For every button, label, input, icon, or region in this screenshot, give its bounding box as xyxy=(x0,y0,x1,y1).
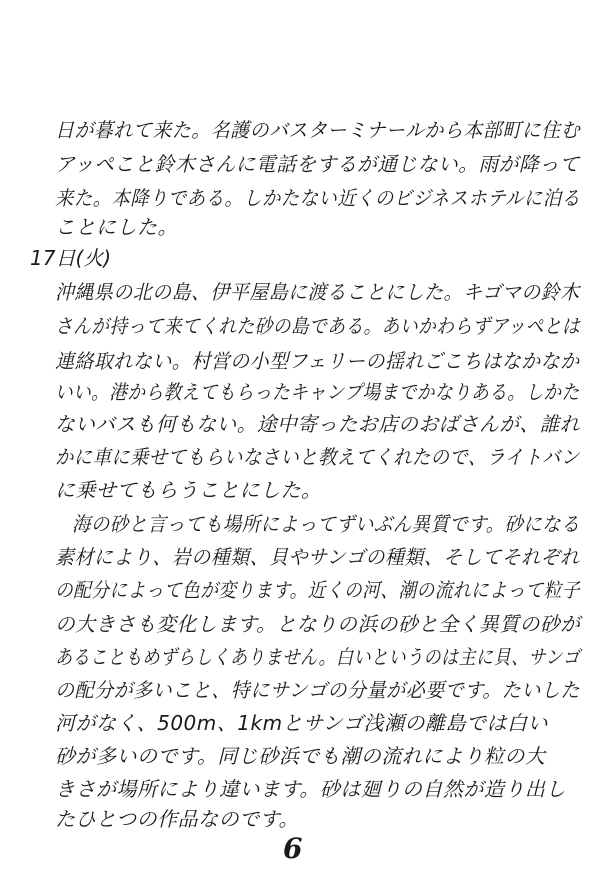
date-heading: 17日(火) xyxy=(30,246,112,270)
text-line: いい。港から教えてもらったキャンプ場までかなりある。しかた xyxy=(55,380,580,404)
text-line: たひとつの作品なのです。 xyxy=(55,807,299,831)
text-line: の配分によって色が変ります。近くの河、潮の流れによって粒子 xyxy=(55,578,580,602)
text-line: 連絡取れない。村営の小型フェリーの揺れごこちはなかなか xyxy=(55,349,580,373)
page-number: 6 xyxy=(283,832,303,865)
text-line: に乗せてもらうことにした。 xyxy=(55,478,322,502)
text-line: 日が暮れて来た。名護のバスターミナールから本部町に住む xyxy=(55,118,581,142)
text-line: 河がなく、500m、1kmとサンゴ浅瀬の離島では白い xyxy=(55,711,549,735)
text-line: きさが場所により違います。砂は廻りの自然が造り出し xyxy=(55,777,566,801)
text-line: 海の砂と言っても場所によってずいぶん異質です。砂になる xyxy=(72,512,580,536)
text-line: さんが持って来てくれた砂の島である。あいかわらずアッペとは xyxy=(55,314,581,338)
text-line: ことにした。 xyxy=(55,215,178,239)
text-line: ないバスも何もない。途中寄ったお店のおばさんが、誰れ xyxy=(55,412,581,436)
text-line: の配分が多いこと、特にサンゴの分量が必要です。たいした xyxy=(55,678,580,702)
text-line: 来た。本降りである。しかたない近くのビジネスホテルに泊る xyxy=(55,186,581,210)
text-line: 素材により、岩の種類、貝やサンゴの種類、そしてそれぞれ xyxy=(55,545,580,569)
text-line: 沖縄県の北の島、伊平屋島に渡ることにした。キゴマの鈴木 xyxy=(55,280,580,304)
text-line: の大きさも変化します。となりの浜の砂と全く異質の砂が xyxy=(55,612,581,636)
text-line: 砂が多いのです。同じ砂浜でも潮の流れにより粒の大 xyxy=(55,744,546,768)
text-line: あることもめずらしくありません。白いというのは主に貝、サンゴ xyxy=(55,645,581,669)
text-line: かに車に乗せてもらいなさいと教えてくれたので、ライトバン xyxy=(55,445,580,469)
text-line: アッペこと鈴木さんに電話をするが通じない。雨が降って xyxy=(55,152,580,176)
